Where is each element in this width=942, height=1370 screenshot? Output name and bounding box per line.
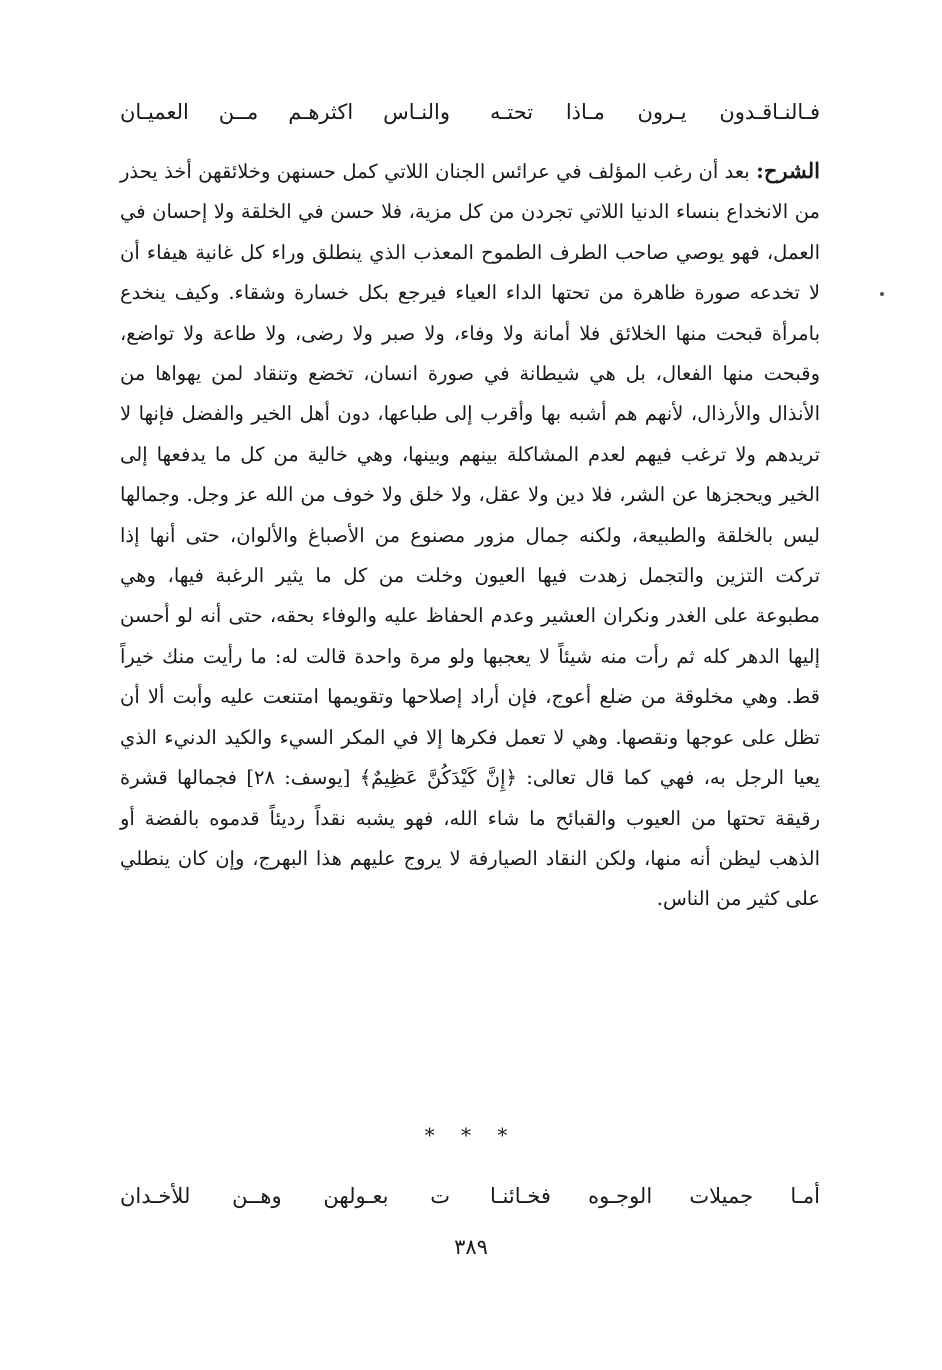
verse-bottom — [120, 1176, 820, 1216]
verse-top-first-hemistich: فـالنـاقـدون يـرون مـاذا تحتـه — [490, 100, 820, 124]
verse-bottom-first-hemistich: أمـا جميلات الوجـوه فخـائنـا — [490, 1184, 820, 1208]
verse-top — [120, 92, 820, 132]
commentary-text: بعد أن رغب المؤلف في عرائس الجنان اللاتي كمل حسنهن وخلائقهن أخذ يحذر من الانخداع بنساء الدنيا اللاتي تجردن من كل مزية، فلا حسن في الخلقة ولا إحسان في العمل، فهو يوصي صاحب الطرف الطموح المعذب الذي ينطلق وراء كل غانية هيفاء أن لا تخدعه صورة ظاهرة من تحتها الداء العياء فيرجع بكل خسارة وشقاء. وكيف ينخدع بامرأة قبحت منها الخلائق فلا أمانة ولا وفاء، ولا صبر ولا رضى، ولا طاعة ولا تواضع، وقبحت منها الفعال، بل هي شيطانة في صورة انسان، تخضع وتنقاد لمن يهواها من الأنذال والأرذال، لأنهم هم أشبه بها وأقرب إلى طباعها، دون أهل الخير والفضل فإنها لا تريدهم ولا ترغب فيهم لعدم المشاكلة بينهم وبينها، وهي خالية من كل ما يدفعها إلى الخير ويحجزها عن الشر، فلا دين ولا عقل، ولا خلق ولا خوف من الله عز وجل. وجمالها ليس بالخلقة والطبيعة، ولكنه جمال مزور مصنوع من الأصباغ والألوان، حتى أنها إذا تركت التزين والتجمل زهدت فيها العيون وخلت من كل ما يثير الرغبة فيها، وهي مطبوعة على الغدر ونكران العشير وعدم الحفاظ عليه والوفاء بحقه، حتى أنه لو أحسن إليها الدهر كله ثم رأت منه شيئاً لا يعجبها ولو مرة واحدة قالت له: ما رأيت منك خيراً قط. وهي مخلوقة من ضلع أعوج، فإن أراد إصلاحها وتقويمها امتنعت عليه وأبت ألا أن تظل على عوجها ونقصها. وهي لا تعمل فكرها إلا في المكر السيء والكيد الدنيء الذي يعيا الرجل به، فهي كما قال تعالى: ﴿إِنَّ كَيْدَكُنَّ عَظِيمٌ﴾ [يوسف: ٢٨] فجمالها قشرة رقيقة تحتها من العيوب والقبائح ما شاء الله، فهو يشبه نقداً رديئاً قدموه بالفضة أو الذهب ليظن أنه منها، ولكن النقاد الصيارفة لا يروج عليهم هذا البهرج، وإن كان ينطلي على كثير من الناس. — [120, 160, 820, 911]
commentary-heading: الشرح: — [756, 158, 820, 183]
commentary-paragraph — [120, 151, 820, 920]
verse-bottom-second-hemistich: ت بعـولهن وهــن للأخـدان — [120, 1184, 450, 1208]
margin-dot — [880, 292, 884, 296]
page-number: ٣٨٩ — [454, 1235, 488, 1259]
section-separator: * * * — [424, 1123, 518, 1147]
verse-top-second-hemistich: والنـاس اكثرهـم مــن العميـان — [120, 100, 450, 124]
